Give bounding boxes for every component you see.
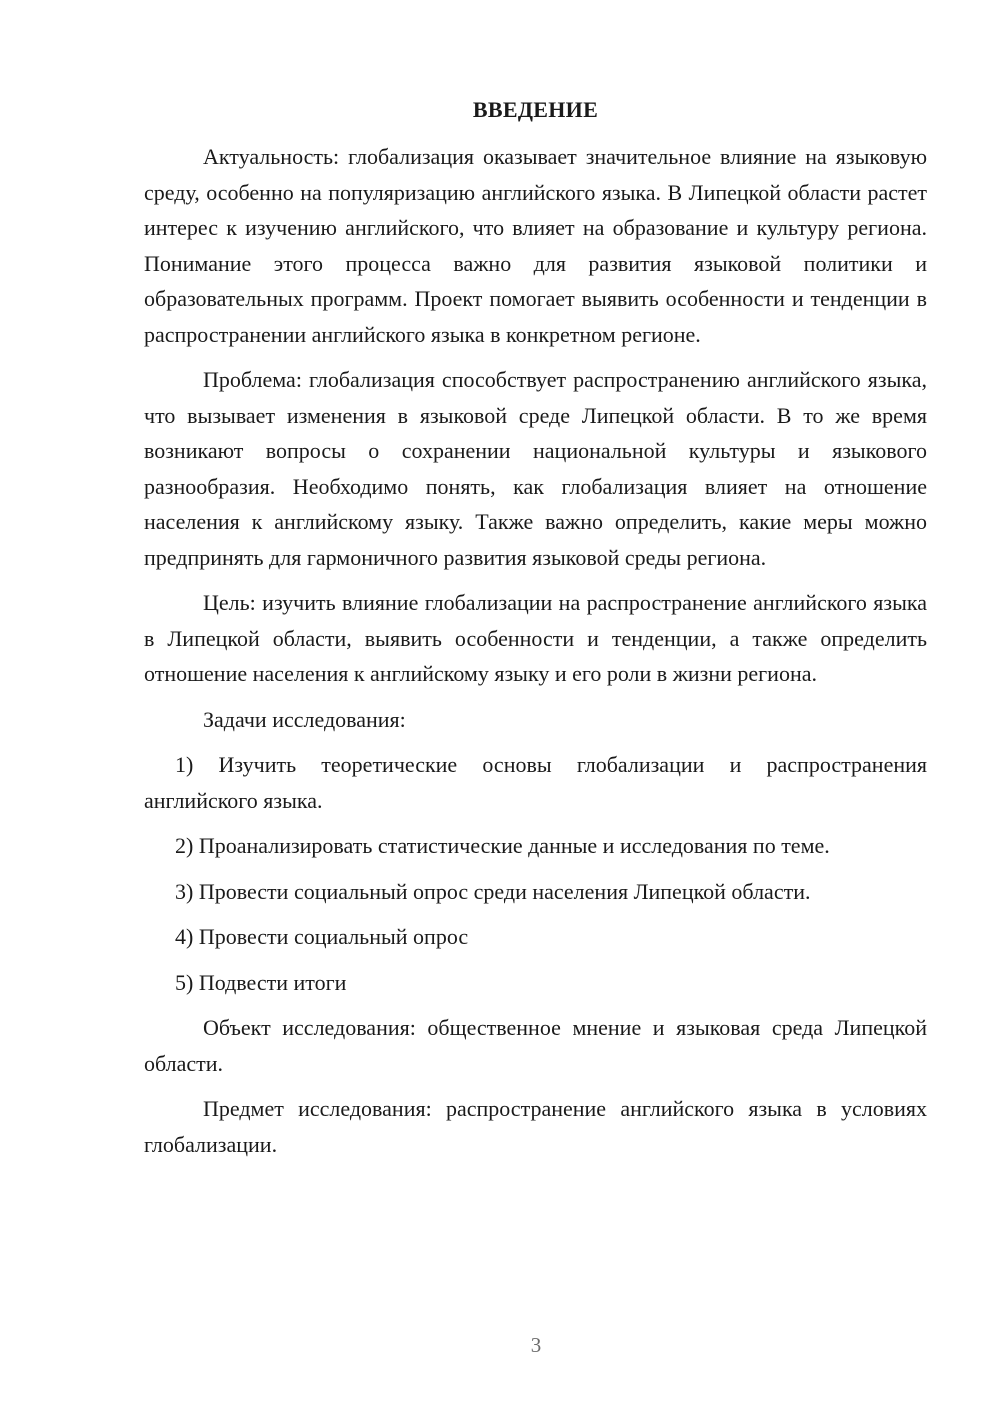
relevance-paragraph: Актуальность: глобализация оказывает значительное влияние на языковую среду, особенно на популяризацию английского языка. В Липецкой области растет интерес к изучению английского, что влияет на образование и культуру региона. Понимание этого процесса важно для развития языковой политики и образовательных программ. Проект помогает выявить особенности и тенденции в распространении английского языка в конкретном регионе. [144,144,927,347]
problem-paragraph: Проблема: глобализация способствует распространению английского языка, что вызывает изменения в языковой среде Липецкой области. В то же время возникают вопросы о сохранении национальной культуры и языкового разнообразия. Необходимо понять, как глобализация влияет на отношение населения к английскому языку. Также важно определить, какие меры можно предпринять для гармоничного развития языковой среды региона. [144,367,927,570]
task-item-3: 3) Провести социальный опрос среди населения Липецкой области. [175,878,811,904]
goal-paragraph: Цель: изучить влияние глобализации на распространение английского языка в Липецкой области, выявить особенности и тенденции, а также определить отношение населения к английскому языку и его роли в жизни региона. [144,590,927,686]
task-item-1: 1) Изучить теоретические основы глобализации и распространения английского языка. [144,752,927,813]
task-item-2: 2) Проанализировать статистические данные и исследования по теме. [175,833,830,858]
object-paragraph: Объект исследования: общественное мнение и языковая среда Липецкой области. [144,1015,927,1076]
task-item-4: 4) Провести социальный опрос [175,924,469,949]
page-content [144,95,927,1172]
task-item-5: 5) Подвести итоги [175,969,347,995]
section-heading: ВВЕДЕНИЕ [472,97,599,122]
tasks-title: Задачи исследования: [203,706,406,732]
page-number: 3 [530,1333,542,1357]
subject-paragraph: Предмет исследования: распространение английского языка в условиях глобализации. [144,1096,927,1157]
